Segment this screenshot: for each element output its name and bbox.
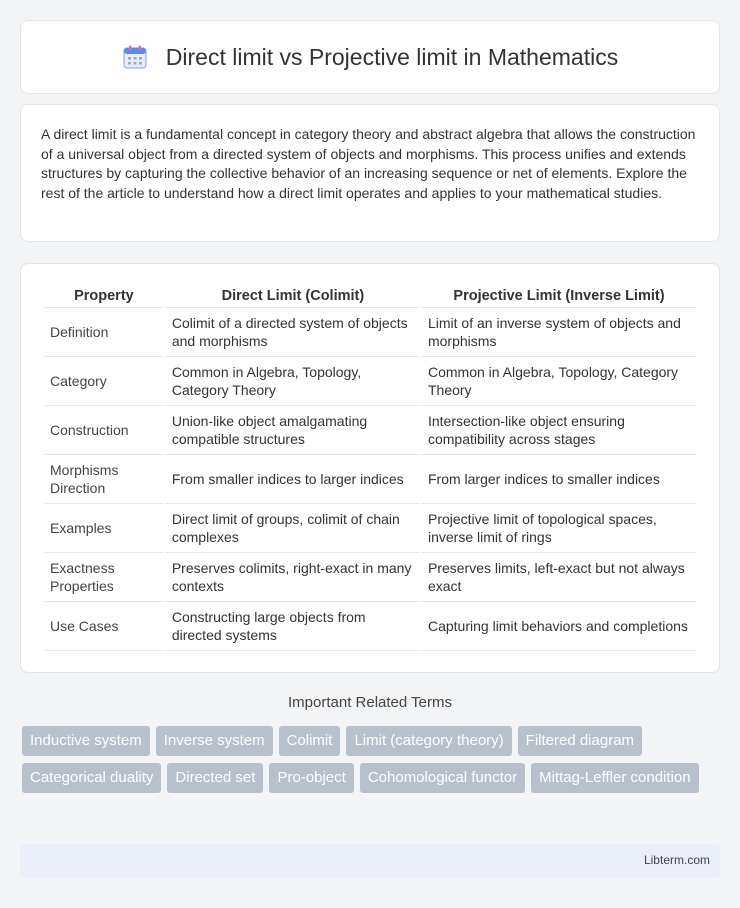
- table-cell: Projective limit of topological spaces, inverse limit of rings: [422, 504, 696, 553]
- column-header: Property: [44, 284, 164, 308]
- table-cell: Definition: [44, 308, 164, 357]
- column-header: Direct Limit (Colimit): [166, 284, 420, 308]
- intro-text: A direct limit is a fundamental concept in category theory and abstract algebra that allows the construction of a universal object from a directed system of objects and morphisms. This process unifies and extends structures by capturing the collective behavior of an increasing sequence or net of elements. Explore the rest of the article to understand how a direct limit operates and applies to your mathematical studies.: [41, 126, 696, 201]
- table-row: [44, 602, 696, 651]
- table-cell: Limit of an inverse system of objects and morphisms: [422, 308, 696, 357]
- table-row: [44, 553, 696, 602]
- intro-card: [20, 104, 720, 242]
- related-terms-list: [22, 726, 722, 793]
- related-term-tag[interactable]: Limit (category theory): [346, 726, 511, 756]
- table-cell: Use Cases: [44, 602, 164, 651]
- table-cell: Direct limit of groups, colimit of chain complexes: [166, 504, 420, 553]
- related-terms-title: Important Related Terms: [288, 694, 452, 711]
- table-cell: Preserves colimits, right-exact in many contexts: [166, 553, 420, 602]
- related-term-tag[interactable]: Inverse system: [156, 726, 273, 756]
- table-row: [44, 406, 696, 455]
- table-cell: Exactness Properties: [44, 553, 164, 602]
- table-row: [44, 504, 696, 553]
- table-cell: Intersection-like object ensuring compatibility across stages: [422, 406, 696, 455]
- related-term-tag[interactable]: Mittag-Leffler condition: [531, 763, 698, 793]
- related-term-tag[interactable]: Filtered diagram: [518, 726, 642, 756]
- comparison-table: [42, 284, 698, 651]
- table-cell: Common in Algebra, Topology, Category Theory: [166, 357, 420, 406]
- table-cell: Capturing limit behaviors and completions: [422, 602, 696, 651]
- table-cell: Common in Algebra, Topology, Category Theory: [422, 357, 696, 406]
- related-term-tag[interactable]: Colimit: [279, 726, 341, 756]
- footer: [20, 844, 720, 878]
- table-header-row: [44, 284, 696, 308]
- table-row: [44, 357, 696, 406]
- table-cell: Construction: [44, 406, 164, 455]
- page-title: Direct limit vs Projective limit in Mathematics: [165, 43, 619, 70]
- table-cell: Examples: [44, 504, 164, 553]
- table-cell: Colimit of a directed system of objects and morphisms: [166, 308, 420, 357]
- related-term-tag[interactable]: Inductive system: [22, 726, 150, 756]
- table-cell: Union-like object amalgamating compatible structures: [166, 406, 420, 455]
- footer-brand-link[interactable]: Libterm.com: [643, 853, 710, 867]
- table-cell: From smaller indices to larger indices: [166, 455, 420, 504]
- table-row: [44, 455, 696, 504]
- calendar-icon: [122, 44, 148, 70]
- table-cell: Constructing large objects from directed systems: [166, 602, 420, 651]
- table-cell: From larger indices to smaller indices: [422, 455, 696, 504]
- table-row: [44, 308, 696, 357]
- table-cell: Category: [44, 357, 164, 406]
- header-card: [20, 20, 720, 94]
- related-term-tag[interactable]: Directed set: [167, 763, 263, 793]
- related-term-tag[interactable]: Pro-object: [269, 763, 353, 793]
- table-cell: Morphisms Direction: [44, 455, 164, 504]
- related-term-tag[interactable]: Categorical duality: [22, 763, 161, 793]
- related-term-tag[interactable]: Cohomological functor: [360, 763, 525, 793]
- column-header: Projective Limit (Inverse Limit): [422, 284, 696, 308]
- table-cell: Preserves limits, left-exact but not always exact: [422, 553, 696, 602]
- comparison-table-card: [20, 263, 720, 673]
